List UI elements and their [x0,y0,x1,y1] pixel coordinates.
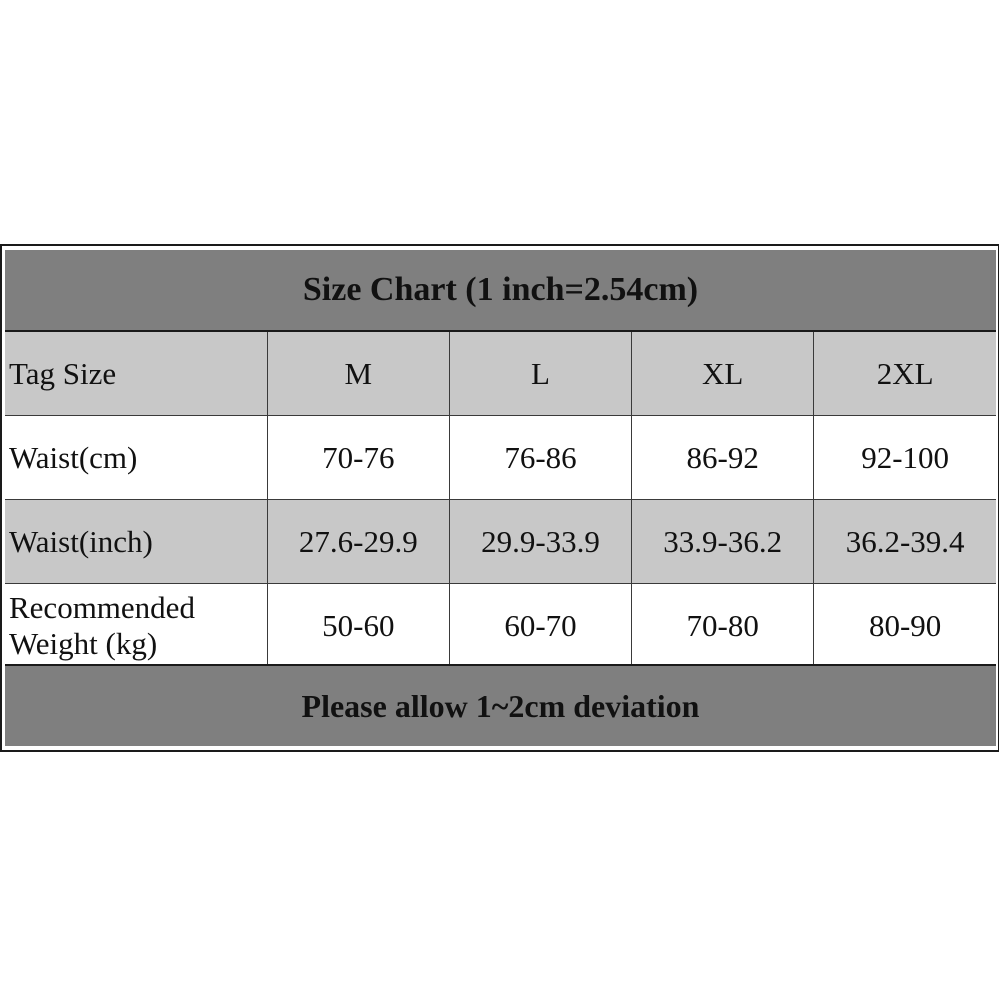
table-cell: 70-80 [632,584,814,668]
row-label-weight [5,584,267,668]
table-cell: 76-86 [449,416,631,500]
table-cell: 36.2-39.4 [814,500,996,584]
size-table [5,332,996,667]
table-cell: 92-100 [814,416,996,500]
size-chart-inner [5,250,996,746]
size-header-l: L [449,332,631,416]
row-label-waist-cm: Waist(cm) [5,416,267,500]
table-cell: 33.9-36.2 [632,500,814,584]
size-chart [0,244,999,752]
table-cell: 27.6-29.9 [267,500,449,584]
size-header-2xl: 2XL [814,332,996,416]
chart-title: Size Chart (1 inch=2.54cm) [5,250,996,332]
row-label-weight-line2: Weight (kg) [9,625,158,661]
row-label-weight-line1: Recommended [9,589,195,625]
table-cell: 29.9-33.9 [449,500,631,584]
row-label-waist-inch: Waist(inch) [5,500,267,584]
table-row-tag-size [5,332,996,416]
table-cell: 80-90 [814,584,996,668]
table-row-waist-inch [5,500,996,584]
table-row-weight [5,584,996,668]
table-cell: 70-76 [267,416,449,500]
table-row-waist-cm [5,416,996,500]
row-label-tag-size: Tag Size [5,332,267,416]
table-cell: 86-92 [632,416,814,500]
table-cell: 50-60 [267,584,449,668]
size-header-m: M [267,332,449,416]
size-header-xl: XL [632,332,814,416]
deviation-note: Please allow 1~2cm deviation [5,664,996,746]
table-cell: 60-70 [449,584,631,668]
